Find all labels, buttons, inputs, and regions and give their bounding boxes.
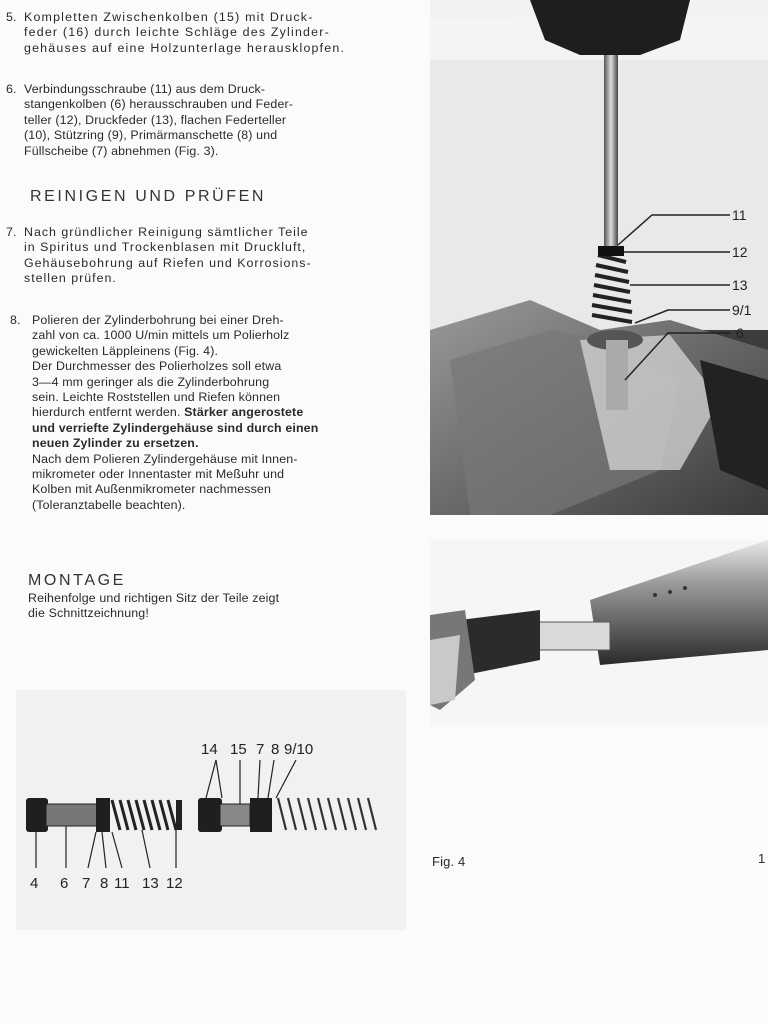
step-line-bold: neuen Zylinder zu ersetzen. (32, 436, 199, 451)
step-line-text: hierdurch entfernt werden. (32, 405, 181, 420)
step-line: 3—4 mm geringer als die Zylinderbohrung (32, 374, 270, 389)
step-line: stangenkolben (6) herausschrauben und Feder- (24, 97, 294, 112)
step-line: stellen prüfen. (24, 271, 117, 286)
part-4 (26, 798, 48, 832)
step-line: (Toleranztabelle beachten). (32, 497, 186, 512)
step-number: 6. (6, 82, 17, 96)
fig3-photo (430, 0, 768, 515)
diagram-top-label: 7 (256, 741, 265, 758)
page-number: 1 (758, 851, 766, 866)
fig4-photo (430, 540, 768, 725)
diagram-top-label: 9/10 (284, 741, 314, 758)
step-line: teller (12), Druckfeder (13), flachen Federteller (24, 112, 287, 127)
part-6 (46, 804, 98, 826)
step-line: gehäuses auf eine Holzunterlage herausklopfen. (24, 40, 346, 55)
diagram-top-label: 14 (201, 741, 218, 758)
assembly-line: Reihenfolge und richtigen Sitz der Teile zeigt (28, 591, 280, 605)
diagram-bottom-label: 11 (114, 875, 130, 892)
step-number: 8. (10, 313, 21, 327)
fig3-label: 12 (732, 244, 748, 260)
diagram-top-label: 15 (230, 741, 247, 758)
diagram-bottom-label: 12 (166, 875, 183, 892)
diagram-top-label: 8 (271, 741, 280, 758)
assembly-line: die Schnittzeichnung! (28, 606, 149, 621)
step-line: sein. Leichte Roststellen und Riefen können (32, 390, 281, 405)
step-line: feder (16) durch leichte Schläge des Zylinder- (24, 25, 330, 40)
fig3-label: 6 (736, 325, 744, 341)
step-line: Nach dem Polieren Zylindergehäuse mit Innen- (32, 451, 298, 466)
part-15 (220, 804, 250, 826)
step-line (32, 405, 404, 420)
diagram-bottom-label: 7 (82, 875, 91, 892)
step-line-bold: Stärker angerostete (184, 405, 304, 420)
step-line-bold: und verriefte Zylindergehäuse sind durch einen (32, 420, 319, 435)
diagram-bottom-label: 4 (30, 875, 39, 892)
step-line: mikrometer oder Innentaster mit Meßuhr und (32, 467, 285, 482)
step-line: Polieren der Zylinderbohrung bei einer Dreh- (32, 313, 284, 327)
step-line: Kolben mit Außenmikrometer nachmessen (32, 482, 272, 497)
step-line: Kompletten Zwischenkolben (15) mit Druck- (24, 10, 314, 24)
fig4-caption: Fig. 4 (432, 854, 466, 869)
step-line: Verbindungsschraube (11) aus dem Druck- (24, 82, 266, 96)
heading-assembly: MONTAGE (28, 572, 126, 589)
step-line: (10), Stützring (9), Primärmanschette (8) und (24, 128, 278, 143)
part-14 (198, 798, 222, 832)
step-line: zahl von ca. 1000 U/min mittels um Polierholz (32, 328, 290, 343)
part-7-8 (250, 798, 272, 832)
part-7 (96, 798, 110, 832)
diagram-bottom-label: 13 (142, 875, 159, 892)
step-number: 5. (6, 10, 17, 24)
rod (604, 55, 618, 250)
step-line: Der Durchmesser des Polierholzes soll etwa (32, 359, 282, 374)
assembly-text (28, 591, 398, 622)
fig3-label: 11 (732, 207, 747, 223)
step-line: in Spiritus und Trockenblasen mit Druckluft, (24, 240, 307, 255)
step-line: Nach gründlicher Reinigung sämtlicher Teile (24, 225, 309, 239)
step-number: 7. (6, 225, 17, 239)
assembly-diagram (16, 690, 406, 930)
step-line: gewickelten Läppleinens (Fig. 4). (32, 343, 219, 358)
step-line: Gehäusebohrung auf Riefen und Korrosions- (24, 255, 312, 270)
heading-cleaning: REINIGEN UND PRÜFEN (30, 188, 267, 205)
step-line: Füllscheibe (7) abnehmen (Fig. 3). (24, 143, 219, 158)
part-12 (176, 800, 182, 830)
diagram-bottom-label: 8 (100, 875, 109, 892)
fig3-label: 13 (732, 277, 748, 293)
diagram-bottom-label: 6 (60, 875, 69, 892)
fig3-label: 9/1 (732, 302, 752, 318)
